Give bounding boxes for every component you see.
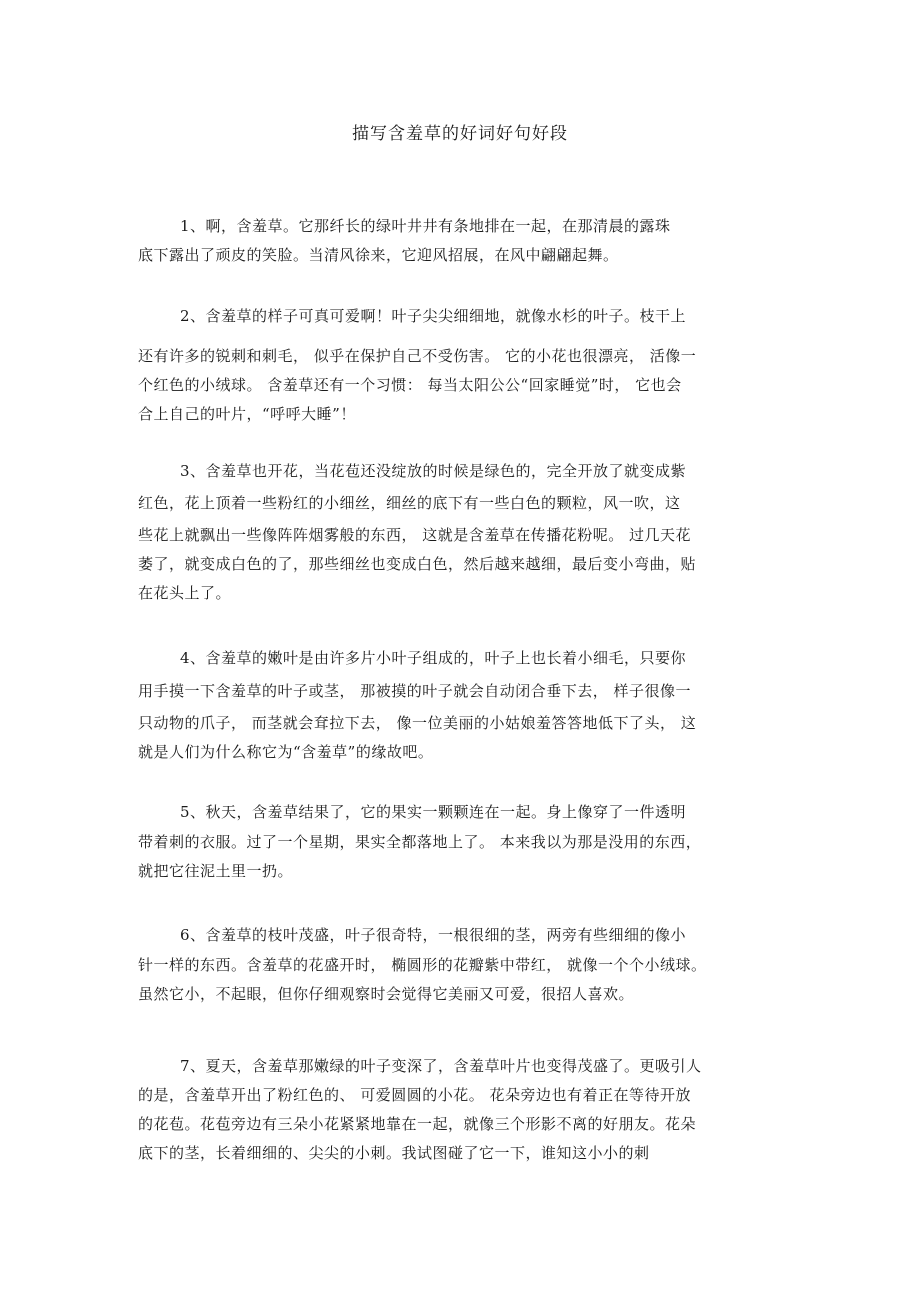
paragraph-line: 底下露出了顽皮的笑脸。当清风徐来，它迎风招展，在风中翩翩起舞。 [138,246,619,264]
paragraph-line: 7、夏天，含羞草那嫩绿的叶子变深了，含羞草叶片也变得茂盛了。更吸引人 [180,1057,702,1075]
paragraph-line: 红色，花上顶着一些粉红的小细丝，细丝的底下有一些白色的颗粒，风一吹，这 [138,494,681,512]
paragraph-line: 个红色的小绒球。 含羞草还有一个习惯： 每当太阳公公“回家睡觉”时， 它也会 [138,376,682,394]
paragraph-line: 的是，含羞草开出了粉红色的、 可爱圆圆的小花。 花朵旁边也有着正在等待开放 [138,1086,692,1104]
paragraph-6 [138,921,786,1009]
paragraph-line: 只动物的爪子， 而茎就会耷拉下去， 像一位美丽的小姑娘羞答答地低下了头， 这 [138,714,697,732]
paragraph-line: 6、含羞草的枝叶茂盛，叶子很奇特，一根很细的茎，两旁有些细细的像小 [180,926,687,944]
paragraph-line: 合上自己的叶片，“呼呼大睡”！ [138,405,356,423]
paragraph-line: 2、含羞草的样子可真可爱啊！叶子尖尖细细地，就像水杉的叶子。枝干上 [180,307,687,325]
paragraph-line: 4、含羞草的嫩叶是由许多片小叶子组成的，叶子上也长着小细毛，只要你 [180,649,687,667]
paragraph-line: 就是人们为什么称它为“含羞草”的缘故吧。 [138,743,434,761]
paragraph-line: 些花上就飘出一些像阵阵烟雾般的东西， 这就是含羞草在传播花粉呢。 过几天花 [138,526,692,544]
paragraph-3 [138,457,786,608]
paragraph-line: 5、秋天，含羞草结果了，它的果实一颗颗连在一起。身上像穿了一件透明 [180,803,687,821]
document-title: 描写含羞草的好词好句好段 [352,124,568,144]
paragraph-line: 带着刺的衣服。过了一个星期，果实全都落地上了。 本来我以为那是没用的东西， [138,833,702,851]
paragraph-line: 虽然它小，不起眼，但你仔细观察时会觉得它美丽又可爱，很招人喜欢。 [138,985,635,1003]
paragraph-5 [138,798,786,886]
paragraph-2 [138,302,786,429]
paragraph-line: 还有许多的锐刺和刺毛， 似乎在保护自己不受伤害。 它的小花也很漂亮， 活像一 [138,347,697,365]
paragraph-line: 针一样的东西。含羞草的花盛开时， 椭圆形的花瓣紫中带红， 就像一个个小绒球。 [138,956,707,974]
paragraph-line: 萎了，就变成白色的了，那些细丝也变成白色，然后越来越细，最后变小弯曲，贴 [138,555,697,573]
paragraph-line: 底下的茎，长着细细的、尖尖的小刺。我试图碰了它一下，谁知这小小的刺 [138,1144,650,1162]
paragraph-line: 3、含羞草也开花，当花苞还没绽放的时候是绿色的，完全开放了就变成紫 [180,462,687,480]
paragraph-line: 的花苞。花苞旁边有三朵小花紧紧地靠在一起，就像三个形影不离的好朋友。花朵 [138,1115,697,1133]
paragraph-4 [138,644,786,767]
paragraph-line: 用手摸一下含羞草的叶子或茎， 那被摸的叶子就会自动闭合垂下去， 样子很像一 [138,682,692,700]
paragraph-line: 就把它往泥土里一扔。 [138,862,294,880]
paragraph-line: 在花头上了。 [138,584,232,602]
paragraph-7 [138,1052,786,1168]
paragraph-line: 1、啊，含羞草。它那纤长的绿叶井井有条地排在一起，在那清晨的露珠 [180,217,671,235]
paragraph-1 [138,212,786,270]
